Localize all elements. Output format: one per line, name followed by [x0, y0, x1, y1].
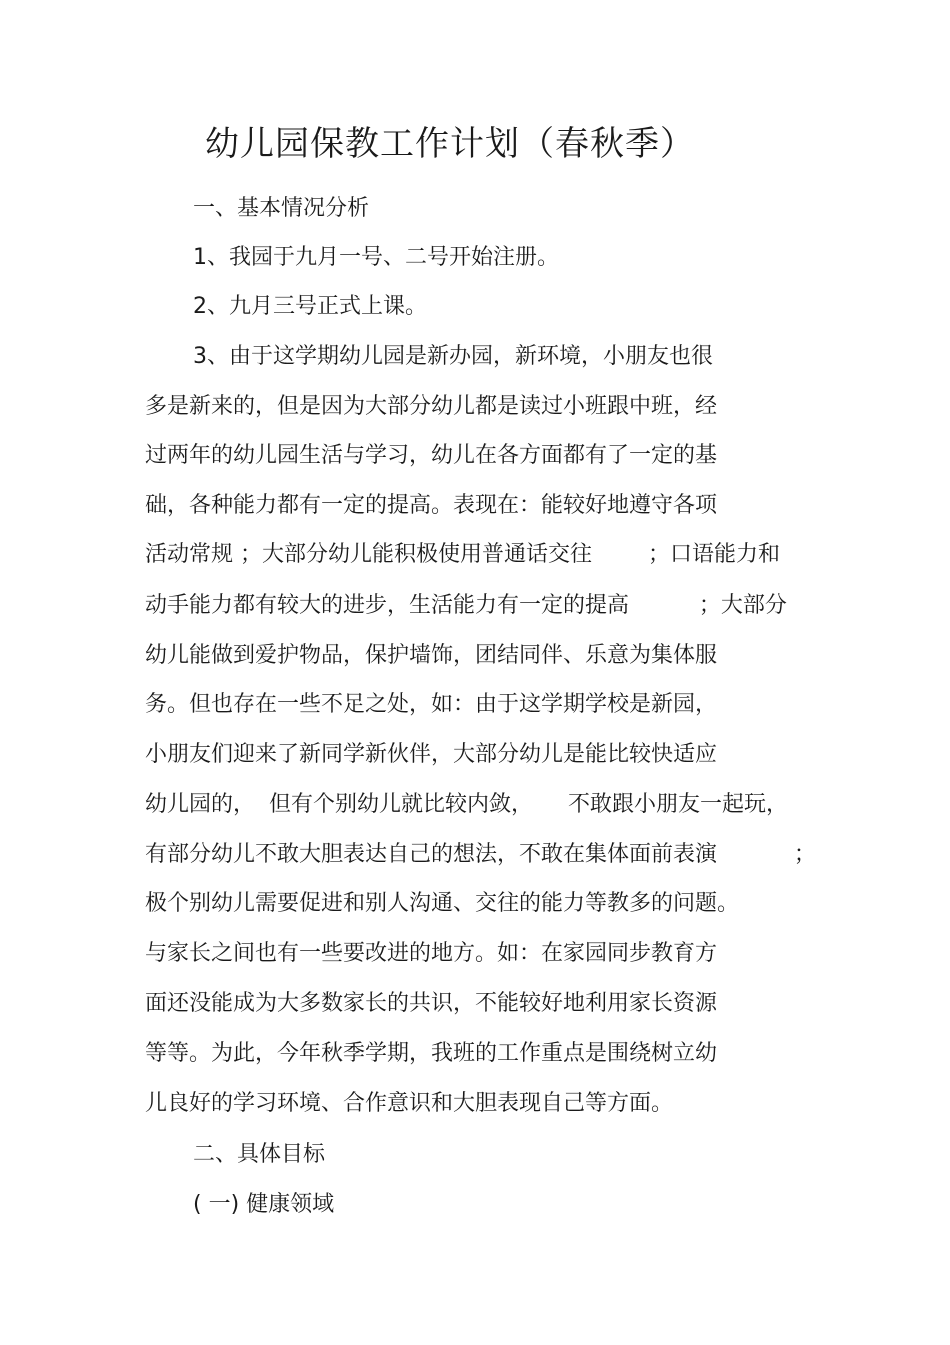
paragraph-line: 幼儿园的， 但有个别幼儿就比较内敛， 不敢跟小朋友一起玩， [145, 792, 788, 817]
paragraph-line: 2、九月三号正式上课。 [193, 294, 427, 319]
paragraph-line: 极个别幼儿需要促进和别人沟通、交往的能力等教多的问题。 [145, 891, 740, 916]
paragraph-line: 活动常规 ；大部分幼儿能积极使用普通话交往 ；口语能力和 [145, 542, 780, 567]
paragraph-line: 小朋友们迎来了新同学新伙伴，大部分幼儿是能比较快适应 [145, 742, 718, 767]
paragraph-line: 过两年的幼儿园生活与学习，幼儿在各方面都有了一定的基 [145, 443, 718, 468]
paragraph-line: 儿良好的学习环境、合作意识和大胆表现自己等方面。 [145, 1091, 674, 1116]
paragraph-line: 有部分幼儿不敢大胆表达自己的想法，不敢在集体面前表演 ； [145, 842, 816, 867]
paragraph-line: 务。但也存在一些不足之处，如：由于这学期学校是新园， [145, 692, 718, 717]
paragraph-line: 与家长之间也有一些要改进的地方。如：在家园同步教育方 [145, 941, 718, 966]
paragraph-line: 面还没能成为大多数家长的共识，不能较好地利用家长资源 [145, 991, 718, 1016]
paragraph-line: 3、由于这学期幼儿园是新办园，新环境，小朋友也很 [193, 344, 713, 369]
section-heading-2: 二、具体目标 [193, 1142, 326, 1167]
section-heading-1: 一、基本情况分析 [193, 196, 370, 221]
subsection-heading: ( 一) 健康领域 [193, 1192, 335, 1217]
paragraph-line: 动手能力都有较大的进步，生活能力有一定的提高 ；大部分 [145, 593, 787, 618]
paragraph-line: 多是新来的，但是因为大部分幼儿都是读过小班跟中班，经 [145, 394, 718, 419]
paragraph-line: 础，各种能力都有一定的提高。表现在：能较好地遵守各项 [145, 493, 718, 518]
paragraph-line: 等等。为此，今年秋季学期，我班的工作重点是围绕树立幼 [145, 1041, 718, 1066]
document-title: 幼儿园保教工作计划（春秋季） [205, 124, 695, 164]
paragraph-line: 1、我园于九月一号、二号开始注册。 [193, 245, 559, 270]
paragraph-line: 幼儿能做到爱护物品，保护墙饰，团结同伴、乐意为集体服 [145, 643, 718, 668]
